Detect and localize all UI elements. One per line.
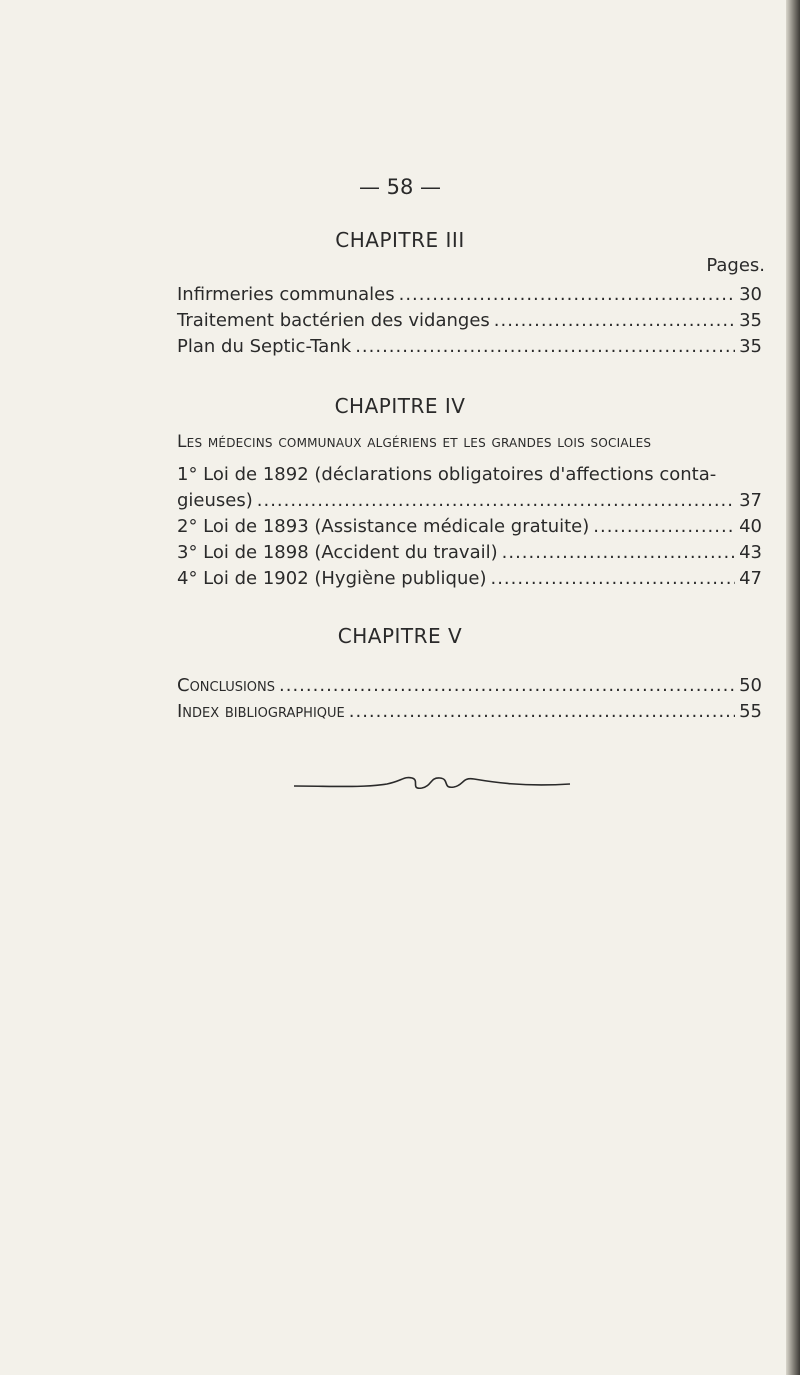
chapter-5-title: CHAPITRE V <box>337 624 463 648</box>
toc-entry <box>177 542 762 566</box>
toc-entry-page: 55 <box>739 701 762 722</box>
toc-entry-text: 2° Loi de 1893 (Assistance médicale gratuite) <box>177 516 590 537</box>
toc-entry-page: 37 <box>739 490 762 511</box>
toc-entry-page: 30 <box>739 284 762 305</box>
toc-entry <box>177 310 762 334</box>
dot-leader <box>349 701 735 722</box>
chapter-3-title: CHAPITRE III <box>335 228 465 252</box>
toc-entry <box>177 701 762 725</box>
toc-entry-text: Traitement bactérien des vidanges <box>177 310 490 331</box>
chapter-4-title: CHAPITRE IV <box>334 394 466 418</box>
toc-entry-text: 3° Loi de 1898 (Accident du travail) <box>177 542 498 563</box>
toc-entry-page: 35 <box>739 336 762 357</box>
toc-entry <box>177 568 762 592</box>
dot-leader <box>399 284 735 305</box>
toc-entry-text: gieuses) <box>177 490 253 511</box>
toc-entry <box>177 675 762 699</box>
end-ornament-flourish <box>292 772 572 796</box>
dot-leader <box>279 675 735 696</box>
dot-leader <box>355 336 735 357</box>
chapter-4-subtitle: Les médecins communaux algériens et les grandes lois sociales <box>177 432 652 452</box>
dot-leader <box>502 542 735 563</box>
dot-leader <box>257 490 735 511</box>
toc-entry-page: 50 <box>739 675 762 696</box>
toc-entry-page: 43 <box>739 542 762 563</box>
dot-leader <box>593 516 735 537</box>
toc-entry-text: Infirmeries communales <box>177 284 395 305</box>
toc-entry-text: Index bibliographique <box>177 701 345 722</box>
toc-entry-page: 35 <box>739 310 762 331</box>
toc-entry-text: 4° Loi de 1902 (Hygiène publique) <box>177 568 487 589</box>
toc-entry <box>177 516 762 540</box>
toc-entry <box>177 284 762 308</box>
toc-entry-page: 40 <box>739 516 762 537</box>
dot-leader <box>494 310 735 331</box>
toc-entry-page: 47 <box>739 568 762 589</box>
toc-entry <box>177 490 762 514</box>
dot-leader <box>490 568 735 589</box>
toc-entry <box>177 336 762 360</box>
toc-entry-text: Conclusions <box>177 675 276 696</box>
page-edge-shadow <box>786 0 800 1375</box>
toc-entry-text: Plan du Septic-Tank <box>177 336 352 357</box>
page-number: — 58 — <box>358 175 442 199</box>
pages-column-label: Pages. <box>706 255 765 276</box>
toc-entry-first-line: 1° Loi de 1892 (déclarations obligatoires d'affections conta- <box>177 464 717 485</box>
